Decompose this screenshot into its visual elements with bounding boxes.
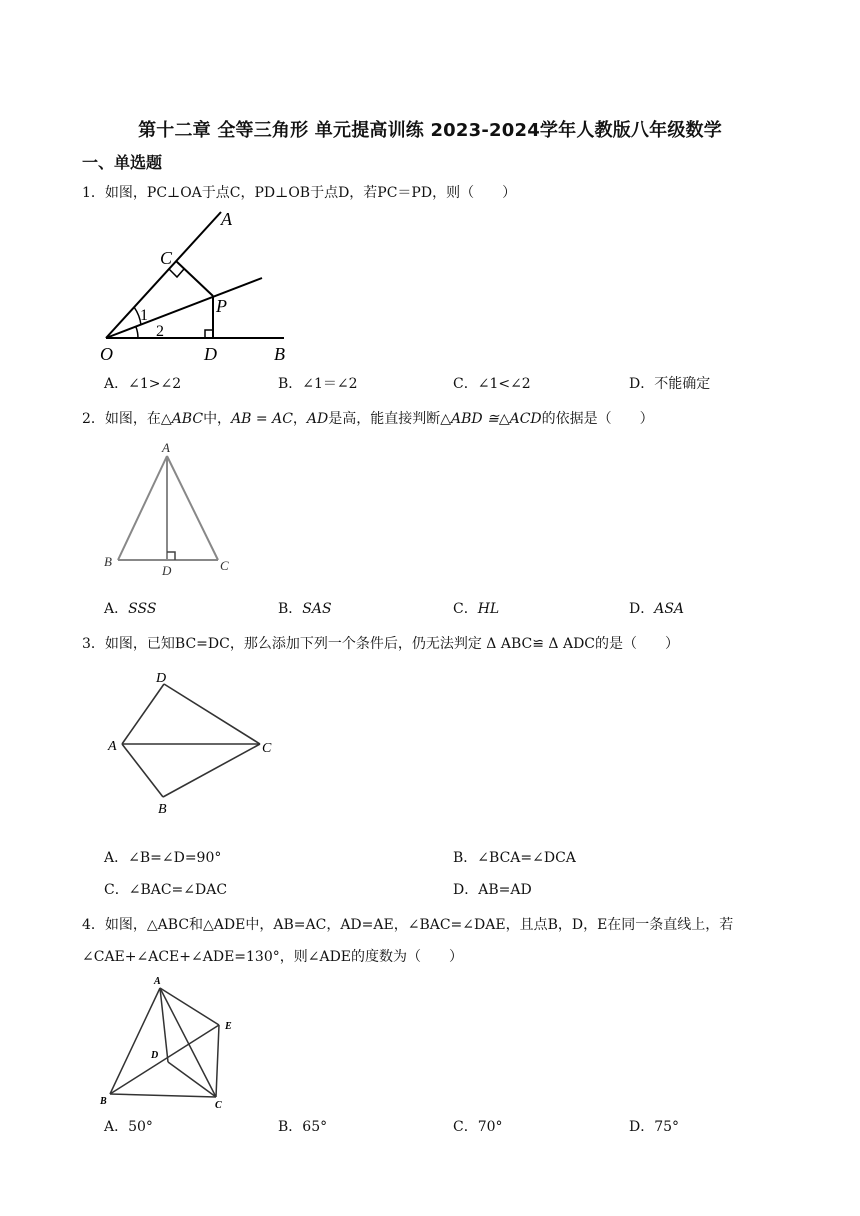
q2-label-d: D	[162, 563, 172, 578]
question-1-figure	[96, 200, 296, 368]
q3-option-d[interactable]: D．AB=AD	[453, 882, 532, 898]
q1-label-a: A	[221, 209, 232, 229]
q1-option-c[interactable]: C．∠1<∠2	[453, 376, 531, 392]
q1-label-angle-1: 1	[140, 307, 148, 324]
q2-option-b[interactable]: B．SAS	[278, 601, 332, 617]
question-2-stem: 2．如图，在△ABC中，AB = AC，AD是高，能直接判断△ABD ≅△ACD的依据是（ ）	[82, 411, 654, 427]
q2-label-b: B	[104, 554, 112, 569]
question-3-stem: 3．如图，已知BC=DC，那么添加下列一个条件后，仍无法判定 Δ ABC≌ Δ ADC的是（ ）	[82, 636, 680, 652]
q2-label-c: C	[220, 558, 229, 573]
q3-option-b[interactable]: B．∠BCA=∠DCA	[453, 850, 576, 866]
q3-label-b: B	[158, 802, 167, 817]
question-4-stem-line-2: ∠CAE+∠ACE+∠ADE=130°，则∠ADE的度数为（ ）	[82, 949, 464, 965]
q3-label-c: C	[262, 741, 272, 756]
q3-option-a[interactable]: A．∠B=∠D=90°	[104, 850, 222, 866]
q3-label-d: D	[156, 671, 167, 686]
q1-label-p: P	[216, 296, 227, 316]
q4-label-d: D	[151, 1050, 159, 1061]
question-3-figure	[100, 664, 290, 820]
q3-option-c[interactable]: C．∠BAC=∠DAC	[104, 882, 228, 898]
q2-option-c[interactable]: C．HL	[453, 601, 500, 617]
q4-label-c: C	[215, 1100, 222, 1111]
q1-label-d: D	[204, 344, 217, 364]
page-title: 第十二章 全等三角形 单元提高训练 2023-2024学年人教版八年级数学	[138, 120, 722, 141]
section-heading: 一、单选题	[82, 153, 163, 172]
q4-label-a: A	[154, 976, 161, 987]
q1-label-o: O	[100, 344, 113, 364]
q1-label-angle-2: 2	[156, 323, 164, 340]
question-4-stem-line-1: 4．如图，△ABC和△ADE中，AB=AC，AD=AE，∠BAC=∠DAE，且点B，D，E在同一条直线上，若	[82, 917, 734, 933]
q3-label-a: A	[108, 739, 117, 754]
q4-label-b: B	[100, 1096, 107, 1107]
q2-option-a[interactable]: A．SSS	[104, 601, 157, 617]
q4-label-e: E	[225, 1021, 232, 1032]
q4-option-d[interactable]: D．75°	[629, 1119, 680, 1135]
question-1-stem: 1．如图，PC⊥OA于点C，PD⊥OB于点D，若PC＝PD，则（ ）	[82, 185, 517, 201]
question-4-figure	[96, 970, 256, 1115]
q1-option-b[interactable]: B．∠1＝∠2	[278, 376, 358, 392]
q4-option-a[interactable]: A．50°	[104, 1119, 153, 1135]
q4-option-c[interactable]: C．70°	[453, 1119, 503, 1135]
q1-option-a[interactable]: A．∠1>∠2	[104, 376, 182, 392]
q2-label-a: A	[162, 440, 170, 455]
q2-option-d[interactable]: D．ASA	[629, 601, 685, 617]
q1-option-d[interactable]: D．不能确定	[629, 376, 711, 392]
q4-option-b[interactable]: B．65°	[278, 1119, 328, 1135]
q1-label-b: B	[274, 344, 285, 364]
q1-label-c: C	[160, 248, 173, 268]
question-2-figure	[100, 438, 240, 578]
